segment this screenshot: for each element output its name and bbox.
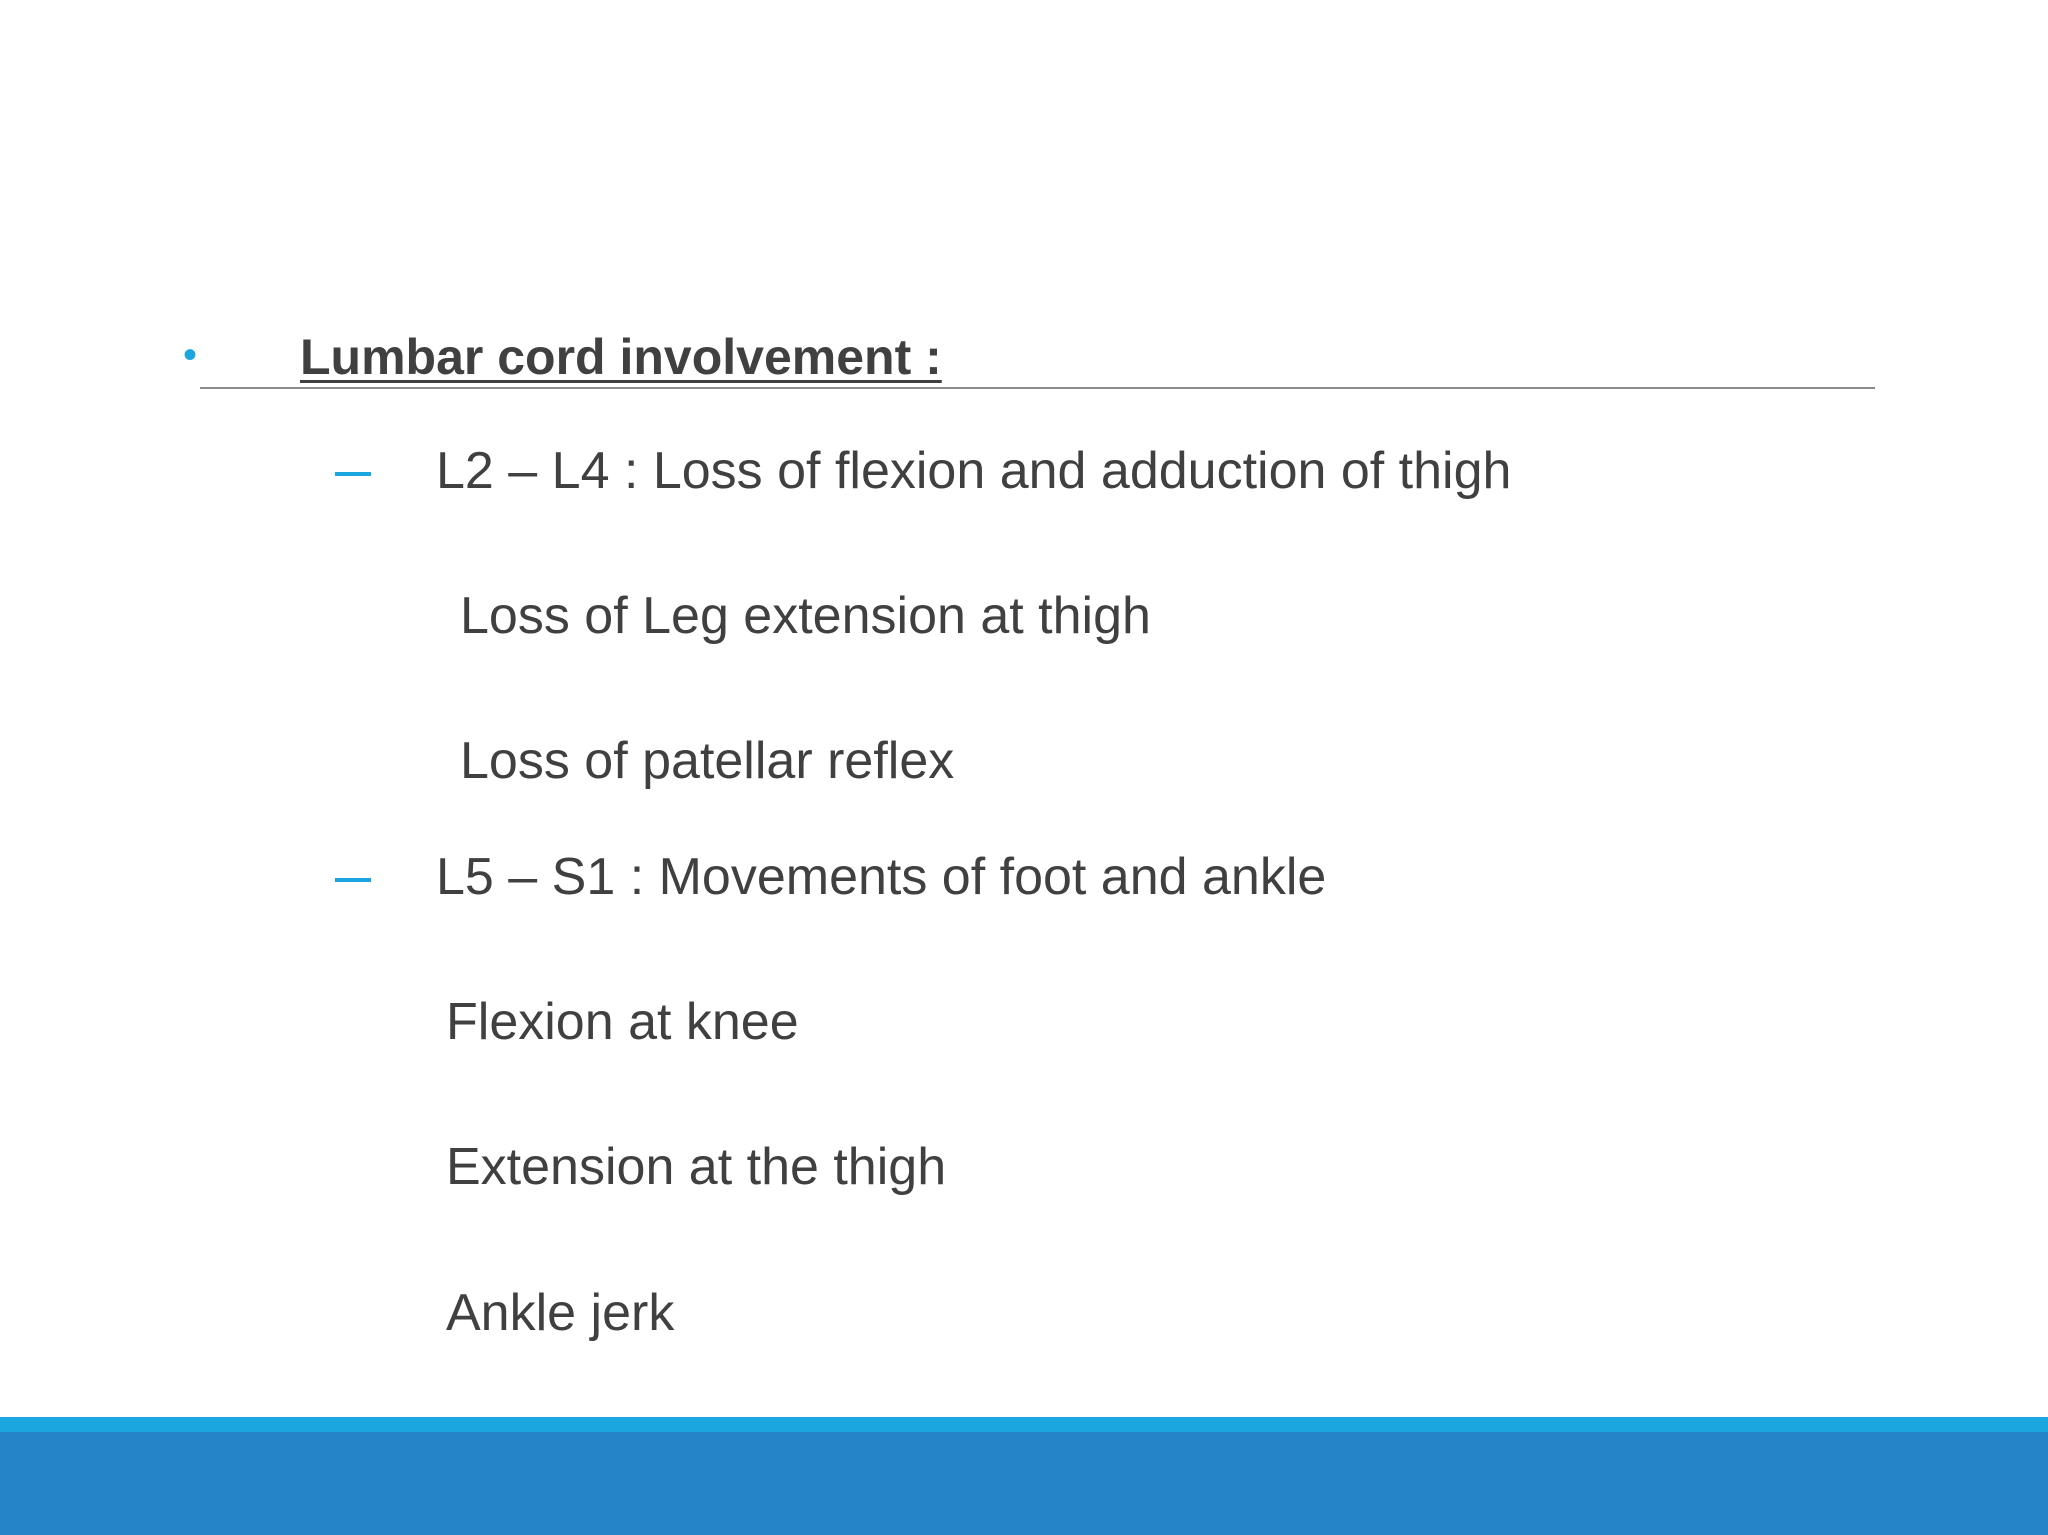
heading-divider xyxy=(200,387,1875,389)
list-item-l2-l4: L2 – L4 : Loss of flexion and adduction of thigh xyxy=(436,442,1512,500)
list-item-l5-s1: L5 – S1 : Movements of foot and ankle xyxy=(436,848,1327,906)
sub-item-ankle-jerk: Ankle jerk xyxy=(446,1284,675,1342)
sub-item-flexion-knee: Flexion at knee xyxy=(446,993,799,1051)
section-heading: Lumbar cord involvement : xyxy=(300,329,942,385)
bullet-dot-icon: • xyxy=(183,333,198,377)
dash-bullet-icon xyxy=(335,472,371,476)
footer-accent-band xyxy=(0,1417,2048,1432)
sub-item-patellar-reflex: Loss of patellar reflex xyxy=(460,732,955,790)
dash-bullet-icon xyxy=(335,878,371,882)
footer-band xyxy=(0,1432,2048,1535)
sub-item-extension-thigh: Extension at the thigh xyxy=(446,1138,947,1196)
sub-item-leg-extension: Loss of Leg extension at thigh xyxy=(460,587,1151,645)
